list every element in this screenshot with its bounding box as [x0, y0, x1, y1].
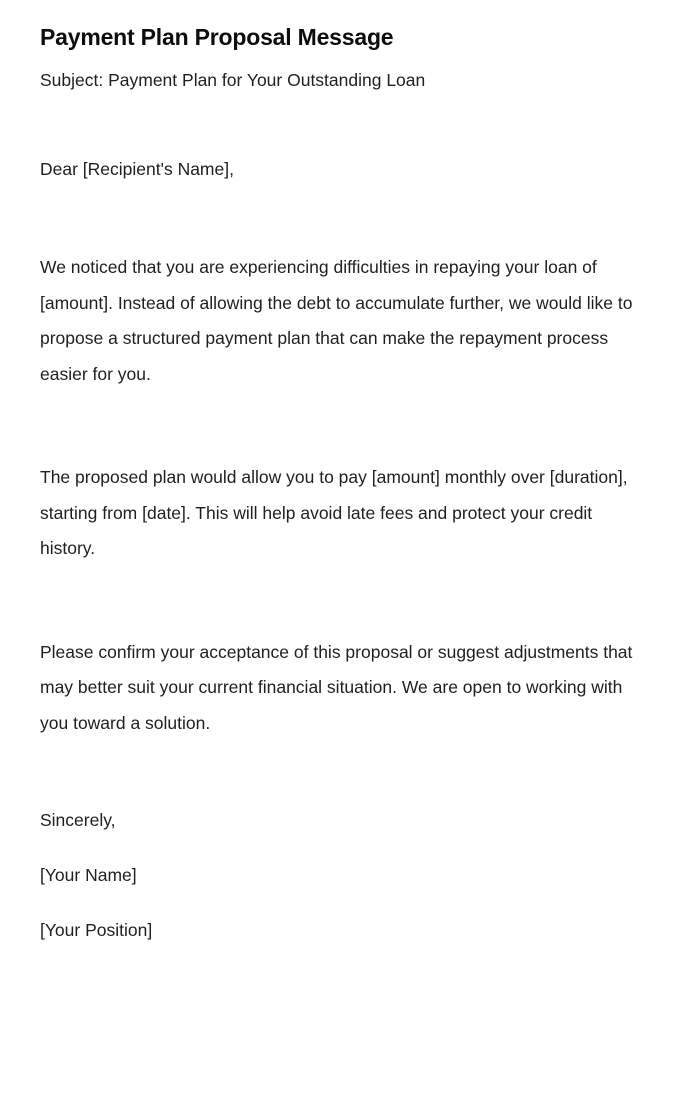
body-paragraph-1: We noticed that you are experiencing difficulties in repaying your loan of [amount]. Instead of allowing the debt to accumulate further, we would like to propose a structured payment plan that can make the repayment process easier for you. — [40, 257, 633, 384]
page-title: Payment Plan Proposal Message — [40, 24, 394, 50]
body-paragraph-3: Please confirm your acceptance of this proposal or suggest adjustments that may better suit your current financial situation. We are open to working with you toward a solution. — [40, 641, 633, 733]
signature-name: [Your Name] — [40, 865, 137, 885]
valediction: Sincerely, — [40, 810, 116, 830]
bottom-spacer — [40, 943, 660, 983]
signature-position: [Your Position] — [40, 920, 153, 940]
body-paragraph-2: The proposed plan would allow you to pay [amount] monthly over [duration], starting from [date]. This will help avoid late fees and protect your credit history. — [40, 467, 628, 558]
signature-block — [40, 741, 660, 943]
subject-line: Subject: Payment Plan for Your Outstanding Loan — [40, 70, 426, 90]
salutation: Dear [Recipient's Name], — [40, 159, 234, 179]
